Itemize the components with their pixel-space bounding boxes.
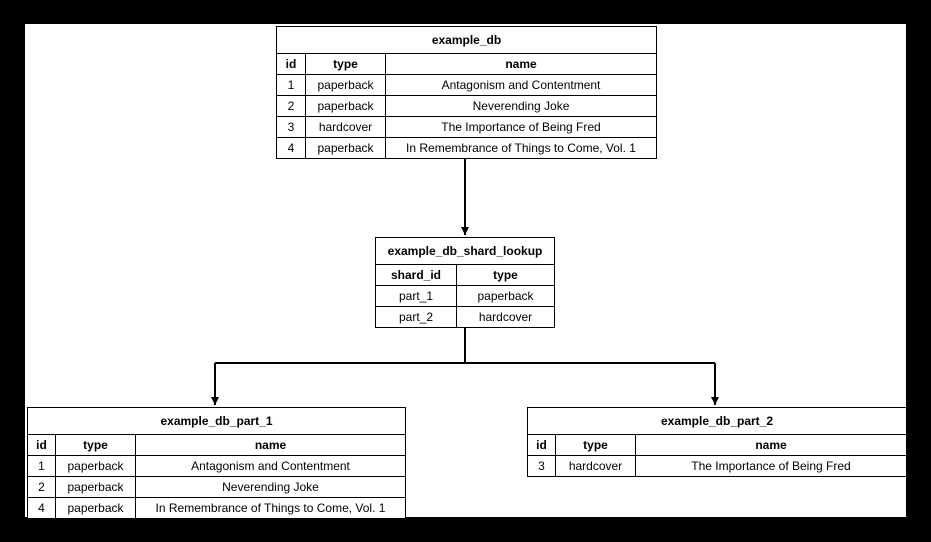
column-header: type — [56, 435, 136, 456]
column-header: id — [28, 435, 56, 456]
table-title-row — [528, 408, 907, 435]
column-header: name — [636, 435, 907, 456]
table-row — [376, 307, 555, 328]
cell-id: 3 — [277, 117, 306, 138]
cell-shard-id: part_1 — [376, 286, 457, 307]
cell-name: Neverending Joke — [136, 477, 406, 498]
cell-name: The Importance of Being Fred — [386, 117, 657, 138]
cell-type: hardcover — [556, 456, 636, 477]
cell-type: hardcover — [457, 307, 555, 328]
cell-id: 1 — [28, 456, 56, 477]
cell-id: 1 — [277, 75, 306, 96]
cell-type: paperback — [56, 498, 136, 519]
column-header: id — [528, 435, 556, 456]
cell-type: paperback — [306, 96, 386, 117]
table-title-row — [28, 408, 406, 435]
column-header: name — [386, 54, 657, 75]
diagram-canvas — [25, 24, 906, 517]
table-row — [277, 138, 657, 159]
cell-shard-id: part_2 — [376, 307, 457, 328]
table-row — [376, 286, 555, 307]
column-header: type — [556, 435, 636, 456]
cell-type: paperback — [457, 286, 555, 307]
cell-name: Antagonism and Contentment — [136, 456, 406, 477]
cell-id: 2 — [277, 96, 306, 117]
table-row — [28, 456, 406, 477]
cell-type: hardcover — [306, 117, 386, 138]
table-row — [277, 117, 657, 138]
cell-type: paperback — [306, 138, 386, 159]
table-row — [528, 456, 907, 477]
cell-type: paperback — [306, 75, 386, 96]
cell-id: 2 — [28, 477, 56, 498]
table-title: example_db_shard_lookup — [376, 238, 555, 265]
table-header-row — [277, 54, 657, 75]
cell-name: Neverending Joke — [386, 96, 657, 117]
table-title-row — [376, 238, 555, 265]
table-part-2 — [527, 407, 907, 477]
cell-id: 3 — [528, 456, 556, 477]
column-header: type — [457, 265, 555, 286]
column-header: type — [306, 54, 386, 75]
table-shard-lookup — [375, 237, 555, 328]
connector-stem-and-rail — [215, 324, 715, 363]
cell-type: paperback — [56, 456, 136, 477]
cell-name: In Remembrance of Things to Come, Vol. 1 — [136, 498, 406, 519]
cell-name: Antagonism and Contentment — [386, 75, 657, 96]
table-row — [277, 96, 657, 117]
cell-type: paperback — [56, 477, 136, 498]
column-header: id — [277, 54, 306, 75]
table-part-1 — [27, 407, 406, 519]
cell-name: The Importance of Being Fred — [636, 456, 907, 477]
cell-name: In Remembrance of Things to Come, Vol. 1 — [386, 138, 657, 159]
cell-id: 4 — [28, 498, 56, 519]
table-title-row — [277, 27, 657, 54]
table-header-row — [528, 435, 907, 456]
table-row — [28, 498, 406, 519]
column-header: shard_id — [376, 265, 457, 286]
cell-id: 4 — [277, 138, 306, 159]
table-header-row — [376, 265, 555, 286]
table-title: example_db_part_1 — [28, 408, 406, 435]
table-example-db — [276, 26, 657, 159]
table-title: example_db — [277, 27, 657, 54]
table-header-row — [28, 435, 406, 456]
table-row — [277, 75, 657, 96]
table-row — [28, 477, 406, 498]
column-header: name — [136, 435, 406, 456]
table-title: example_db_part_2 — [528, 408, 907, 435]
